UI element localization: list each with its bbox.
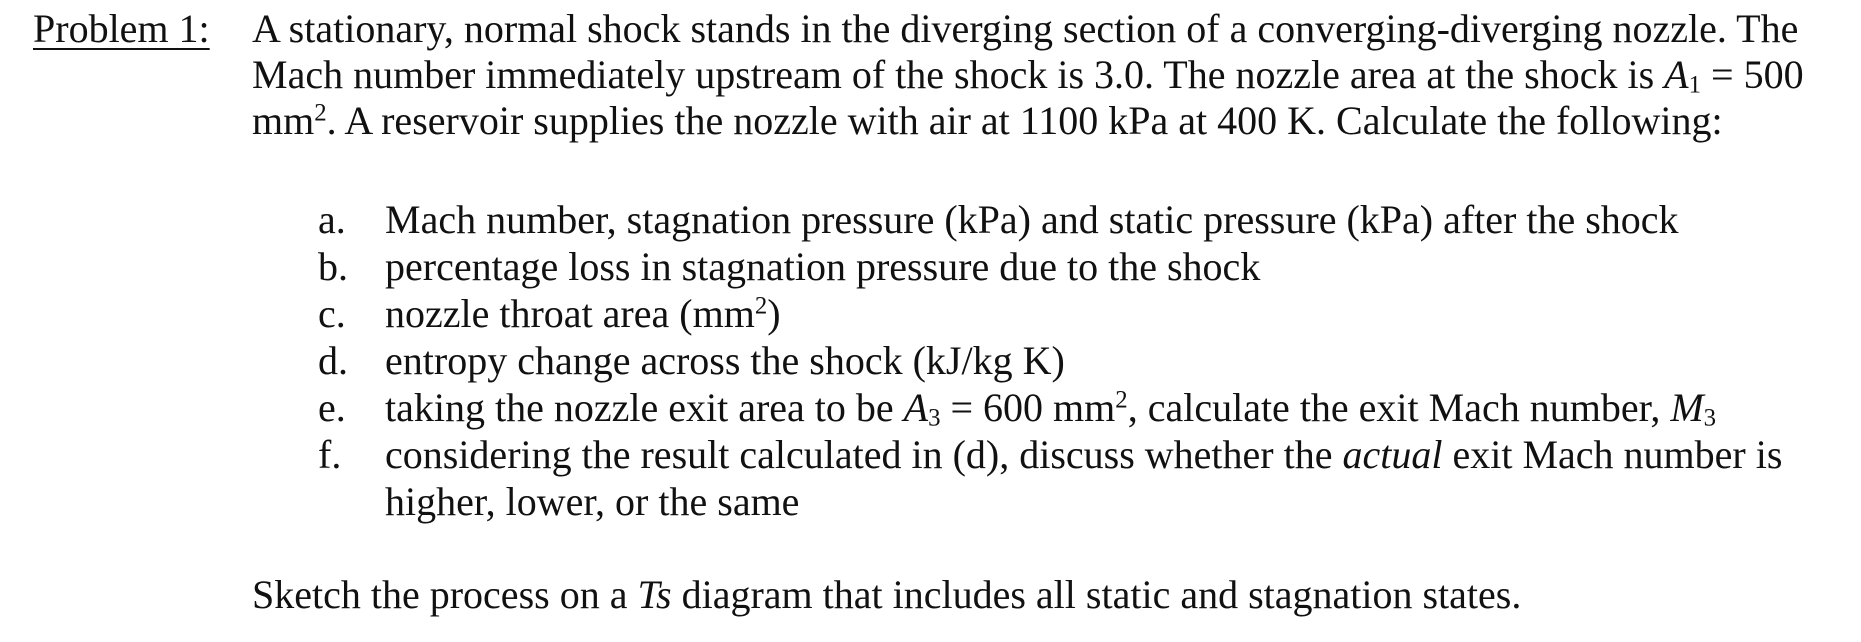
area-value-text: = 500	[1701, 52, 1804, 97]
question-letter-a: a.	[318, 197, 346, 242]
question-text-f-line1	[385, 431, 1838, 478]
statement-line-1: A stationary, normal shock stands in the diverging section of a converging-diverging nozzle. The	[252, 6, 1799, 51]
problem-label	[33, 6, 210, 52]
statement-line-3	[252, 98, 1837, 144]
area-variable-a1: A	[1664, 52, 1689, 97]
statement-line-2-text: Mach number immediately upstream of the shock is 3.0. The nozzle area at the shock is	[252, 52, 1665, 97]
question-item-a	[318, 196, 1838, 243]
question-letter-f: f.	[318, 432, 342, 477]
unit-mm: mm	[252, 98, 315, 143]
mach-variable-m3: M	[1670, 385, 1704, 430]
question-text-e-part2: = 600 mm	[940, 385, 1116, 430]
unit-mm-superscript: 2	[314, 99, 327, 127]
question-text-f-part1: considering the result calculated in (d), discuss whether the	[385, 432, 1343, 477]
problem-label-text: Problem 1:	[33, 6, 210, 51]
question-text-a: Mach number, stagnation pressure (kPa) and static pressure (kPa) after the shock	[385, 197, 1679, 242]
sketch-instruction	[252, 572, 1521, 618]
question-e-superscript: 2	[1115, 386, 1128, 414]
question-item-e	[318, 384, 1838, 431]
question-item-f	[318, 431, 1838, 525]
problem-statement	[252, 6, 1837, 144]
question-text-e-part3: , calculate the exit Mach number,	[1127, 385, 1671, 430]
question-text-b: percentage loss in stagnation pressure due to the shock	[385, 244, 1261, 289]
question-text-e-part1: taking the nozzle exit area to be	[385, 385, 904, 430]
question-item-c	[318, 290, 1838, 337]
question-letter-b: b.	[318, 244, 348, 289]
question-text-f-italic: actual	[1342, 432, 1443, 477]
mach-variable-m3-subscript: 3	[1703, 404, 1717, 432]
question-text-c	[385, 290, 1838, 337]
statement-line-3-text: . A reservoir supplies the nozzle with air at 1100 kPa at 400 K. Calculate the following:	[326, 98, 1723, 143]
question-letter-d: d.	[318, 338, 348, 383]
question-text-c-part2: )	[767, 291, 781, 336]
question-text-f-part2: exit Mach number is	[1442, 432, 1783, 477]
area-variable-a3: A	[903, 385, 929, 430]
ts-diagram-variable: Ts	[637, 572, 672, 617]
question-item-b	[318, 243, 1838, 290]
question-list	[318, 196, 1838, 525]
area-variable-a1-subscript: 1	[1688, 71, 1702, 99]
question-text-f-line2: higher, lower, or the same	[385, 479, 800, 524]
question-text-e	[385, 384, 1838, 431]
question-text-c-part1: nozzle throat area (mm	[385, 291, 755, 336]
question-item-d	[318, 337, 1838, 384]
area-variable-a3-subscript: 3	[928, 404, 941, 432]
question-text-d: entropy change across the shock (kJ/kg K)	[385, 338, 1065, 383]
statement-line-2	[252, 52, 1837, 98]
sketch-text-part1: Sketch the process on a	[252, 572, 638, 617]
sketch-text-part2: diagram that includes all static and stagnation states.	[671, 572, 1522, 617]
question-c-superscript: 2	[754, 292, 768, 320]
question-letter-e: e.	[318, 385, 346, 430]
question-letter-c: c.	[318, 291, 346, 336]
